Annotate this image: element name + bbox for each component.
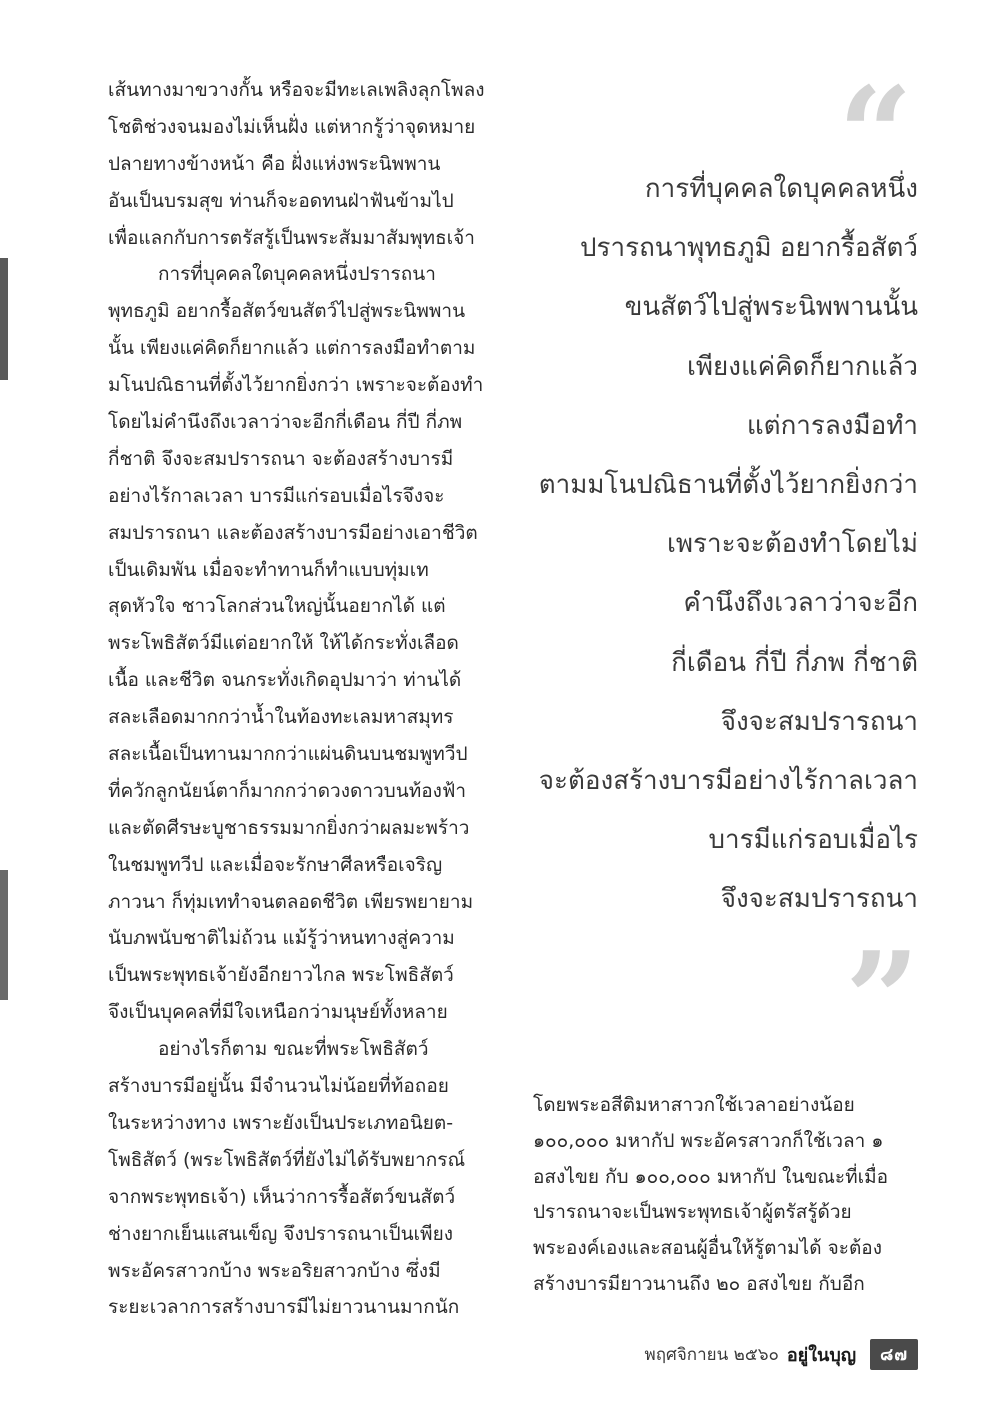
paragraph-start-line: อย่างไรก็ตาม ขณะที่พระโพธิสัตว์ [158,1038,429,1061]
close-quote-mark: ” [845,923,920,1076]
body-line: พระโพธิสัตว์มีแต่อยากให้ ให้ได้กระทั่งเลือด [108,632,459,655]
body-line: อสงไขย กับ ๑๐๐,๐๐๐ มหากัป ในขณะที่เมื่อ [533,1165,889,1188]
body-line: เป็นเดิมพัน เมื่อจะทำทานก็ทำแบบทุ่มเท [108,558,429,581]
right-text-column [533,1088,918,1303]
body-line: โดยไม่คำนึงถึงเวลาว่าจะอีกกี่เดือน กี่ปี กี่ภพ [108,411,463,434]
body-line: ในชมพูทวีป และเมื่อจะรักษาศีลหรือเจริญ [108,853,443,876]
body-line: โดยพระอสีติมหาสาวกใช้เวลาอย่างน้อย [533,1094,855,1116]
pull-quote-line: แต่การลงมือทำ [746,410,918,441]
open-quote-mark: “ [838,58,913,211]
body-line: ภาวนา ก็ทุ่มเททำจนตลอดชีวิต เพียรพยายาม [108,890,474,913]
pull-quote-line: เพราะจะต้องทำโดยไม่ [667,529,918,560]
left-text-column [108,72,493,1326]
body-line: ช่างยากเย็นแสนเข็ญ จึงปรารถนาเป็นเพียง [108,1222,453,1245]
page-footer [645,1338,918,1370]
body-line: และตัดศีรษะบูชาธรรมมากยิ่งกว่าผลมะพร้าว [108,816,470,839]
pull-quote-line: คำนึงถึงเวลาว่าจะอีก [683,588,918,619]
pull-quote-line: กี่เดือน กี่ปี กี่ภพ กี่ชาติ [671,647,918,678]
body-line: ๑๐๐,๐๐๐ มหากัป พระอัครสาวกก็ใช้เวลา ๑ [533,1129,884,1152]
pull-quote-line: จึงจะสมปรารถนา [720,884,918,915]
body-line: นั้น เพียงแค่คิดก็ยากแล้ว แต่การลงมือทำตาม [108,337,476,360]
paragraph-start-line: การที่บุคคลใดบุคคลหนึ่งปรารถนา [158,263,436,286]
page-number-badge: ๘๗ [870,1339,918,1370]
body-line: ระยะเวลาการสร้างบารมีไม่ยาวนานมากนัก [108,1296,460,1319]
body-line: สละเลือดมากกว่าน้ำในท้องทะเลมหาสมุทร [108,706,454,729]
pull-quote-line: เพียงแค่คิดก็ยากแล้ว [687,351,918,382]
body-line: สุดหัวใจ ชาวโลกส่วนใหญ่นั้นอยากได้ แต่ [108,595,446,618]
pull-quote-line: จะต้องสร้างบารมีอย่างไร้กาลเวลา [538,765,918,796]
body-line: ที่ควักลูกนัยน์ตาก็มากกว่าดวงดาวบนท้องฟ้า [108,779,467,802]
pull-quote-line: ขนสัตว์ไปสู่พระนิพพานนั้น [624,292,918,323]
page-edge-tab [0,870,8,1000]
body-line: พุทธภูมิ อยากรื้อสัตว์ขนสัตว์ไปสู่พระนิพพาน [108,300,466,323]
body-line: มโนปณิธานที่ตั้งไว้ยากยิ่งกว่า เพราะจะต้องทำ [108,374,484,397]
magazine-title: อยู่ในบุญ [786,1344,857,1366]
body-line: โชติช่วงจนมองไม่เห็นฝั่ง แต่หากรู้ว่าจุดหมาย [108,115,476,138]
body-line: จึงเป็นบุคคลที่มีใจเหนือกว่ามนุษย์ทั้งหลาย [108,1001,448,1024]
body-line: เพื่อแลกกับการตรัสรู้เป็นพระสัมมาสัมพุทธเจ้า [108,226,475,249]
body-line: สร้างบารมียาวนานถึง ๒๐ อสงไขย กับอีก [533,1272,865,1295]
body-line: ในระหว่างทาง เพราะยังเป็นประเภทอนิยต- [108,1111,454,1134]
body-line: เป็นพระพุทธเจ้ายังอีกยาวไกล พระโพธิสัตว์ [108,964,454,987]
body-line: สละเนื้อเป็นทานมากกว่าแผ่นดินบนชมพูทวีป [108,743,468,766]
body-line: สร้างบารมีอยู่นั้น มีจำนวนไม่น้อยที่ท้อถอย [108,1075,449,1098]
pull-quote [488,160,918,929]
body-line: สมปรารถนา และต้องสร้างบารมีอย่างเอาชีวิต [108,521,478,544]
pull-quote-line: บารมีแก่รอบเมื่อไร [708,825,918,856]
body-line: พระองค์เองและสอนผู้อื่นให้รู้ตามได้ จะต้อง [533,1237,882,1260]
pull-quote-line: ตามมโนปณิธานที่ตั้งไว้ยากยิ่งกว่า [538,469,918,500]
body-line: พระอัครสาวกบ้าง พระอริยสาวกบ้าง ซึ่งมี [108,1259,441,1282]
body-line: กี่ชาติ จึงจะสมปรารถนา จะต้องสร้างบารมี [108,447,454,470]
body-line: ปลายทางข้างหน้า คือ ฝั่งแห่งพระนิพพาน [108,152,441,175]
body-line: เนื้อ และชีวิต จนกระทั่งเกิดอุปมาว่า ท่านได้ [108,669,462,692]
body-line: โพธิสัตว์ (พระโพธิสัตว์ที่ยังไม่ได้รับพยากรณ์ [108,1148,466,1171]
issue-date: พฤศจิกายน ๒๕๖๐ [644,1344,779,1365]
pull-quote-line: จึงจะสมปรารถนา [720,706,918,737]
pull-quote-line: ปรารถนาพุทธภูมิ อยากรื้อสัตว์ [580,233,918,264]
page-edge-tab [0,258,8,380]
body-line: นับภพนับชาติไม่ถ้วน แม้รู้ว่าหนทางสู่ความ [108,927,455,950]
pull-quote-line: การที่บุคคลใดบุคคลหนึ่ง [644,174,918,204]
body-line: เส้นทางมาขวางกั้น หรือจะมีทะเลเพลิงลุกโพลง [108,79,485,101]
body-line: จากพระพุทธเจ้า) เห็นว่าการรื้อสัตว์ขนสัตว์ [108,1185,456,1208]
body-line: อย่างไร้กาลเวลา บารมีแก่รอบเมื่อไรจึงจะ [108,484,445,507]
body-line: ปรารถนาจะเป็นพระพุทธเจ้าผู้ตรัสรู้ด้วย [533,1201,852,1224]
body-line: อันเป็นบรมสุข ท่านก็จะอดทนฝ่าฟันข้ามไป [108,189,454,212]
